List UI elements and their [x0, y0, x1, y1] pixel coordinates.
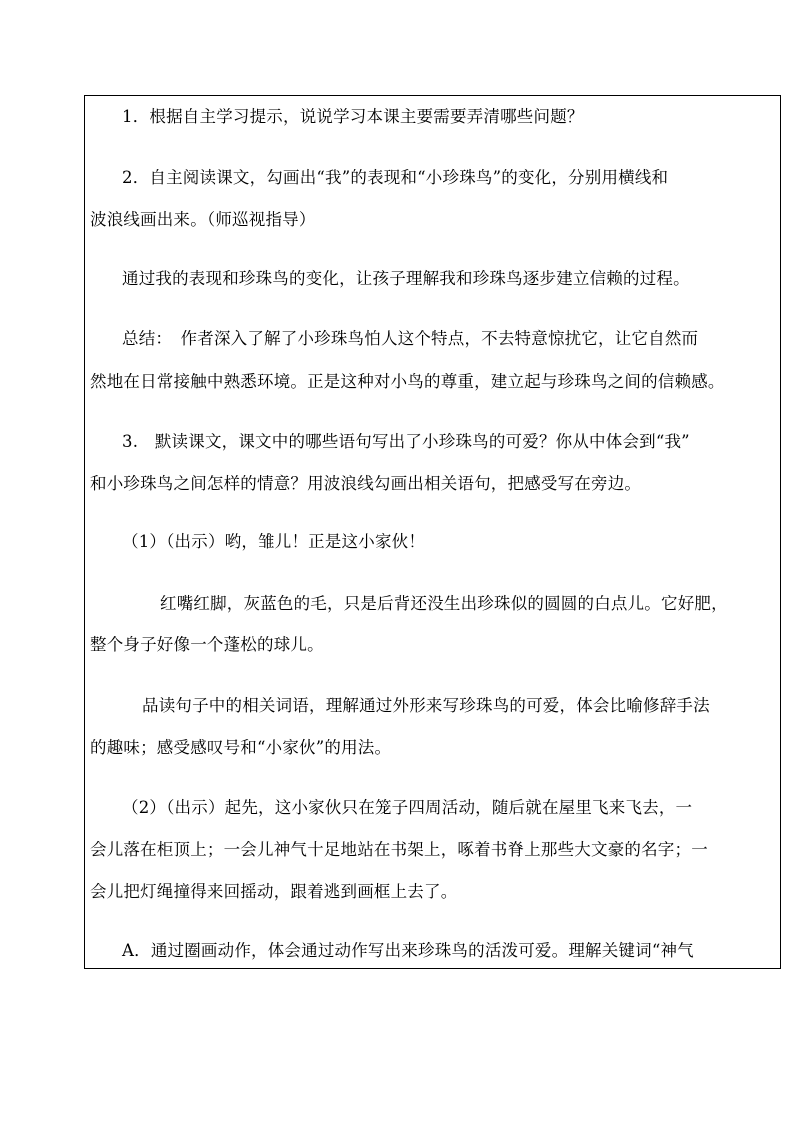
analysis-line-1: 品读句子中的相关词语，理解通过外形来写珍珠鸟的可爱，体会比喻修辞手法: [142, 696, 710, 715]
question-3-line-1: 3. 默读课文，课文中的哪些语句写出了小珍珠鸟的可爱？你从中体会到“我”: [122, 432, 690, 451]
paragraph-relationship: 通过我的表现和珍珠鸟的变化，让孩子理解我和珍珠鸟逐步建立信赖的过程。: [122, 269, 690, 288]
example-1-text-line-1: 红嘴红脚，灰蓝色的毛，只是后背还没生出珍珠似的圆圆的白点儿。它好肥，: [160, 594, 728, 613]
analysis-line-2: 的趣味；感受感叹号和“小家伙”的用法。: [90, 738, 392, 757]
point-a: A．通过圈画动作，体会通过动作写出来珍珠鸟的活泼可爱。理解关键词“神气: [122, 941, 694, 960]
question-3-line-2: 和小珍珠鸟之间怎样的情意？用波浪线勾画出相关语句，把感受写在旁边。: [90, 474, 642, 493]
summary-line-1: 总结： 作者深入了解了小珍珠鸟怕人这个特点，不去特意惊扰它，让它自然而: [122, 329, 699, 348]
summary-line-2: 然地在日常接触中熟悉环境。正是这种对小鸟的尊重，建立起与珍珠鸟之间的信赖感。: [90, 372, 725, 391]
question-1: 1．根据自主学习提示，说说学习本课主要需要弄清哪些问题？: [122, 107, 584, 126]
example-2-line-2: 会儿落在柜顶上；一会儿神气十足地站在书架上，啄着书脊上那些大文豪的名字；一: [90, 840, 708, 859]
example-2-line-3: 会儿把灯绳撞得来回摇动，跟着逃到画框上去了。: [90, 882, 458, 901]
question-2-line-1: 2．自主阅读课文，勾画出“我”的表现和“小珍珠鸟”的变化，分别用横线和: [122, 168, 669, 187]
question-2-line-2: 波浪线画出来。（师巡视指导）: [90, 210, 316, 229]
example-1-text-line-2: 整个身子好像一个蓬松的球儿。: [90, 635, 324, 654]
example-2-line-1: （2）（出示）起先，这小家伙只在笼子四周活动，随后就在屋里飞来飞去，一: [122, 798, 693, 817]
example-1-title: （1）（出示）哟，雏儿！正是这小家伙！: [122, 532, 426, 551]
